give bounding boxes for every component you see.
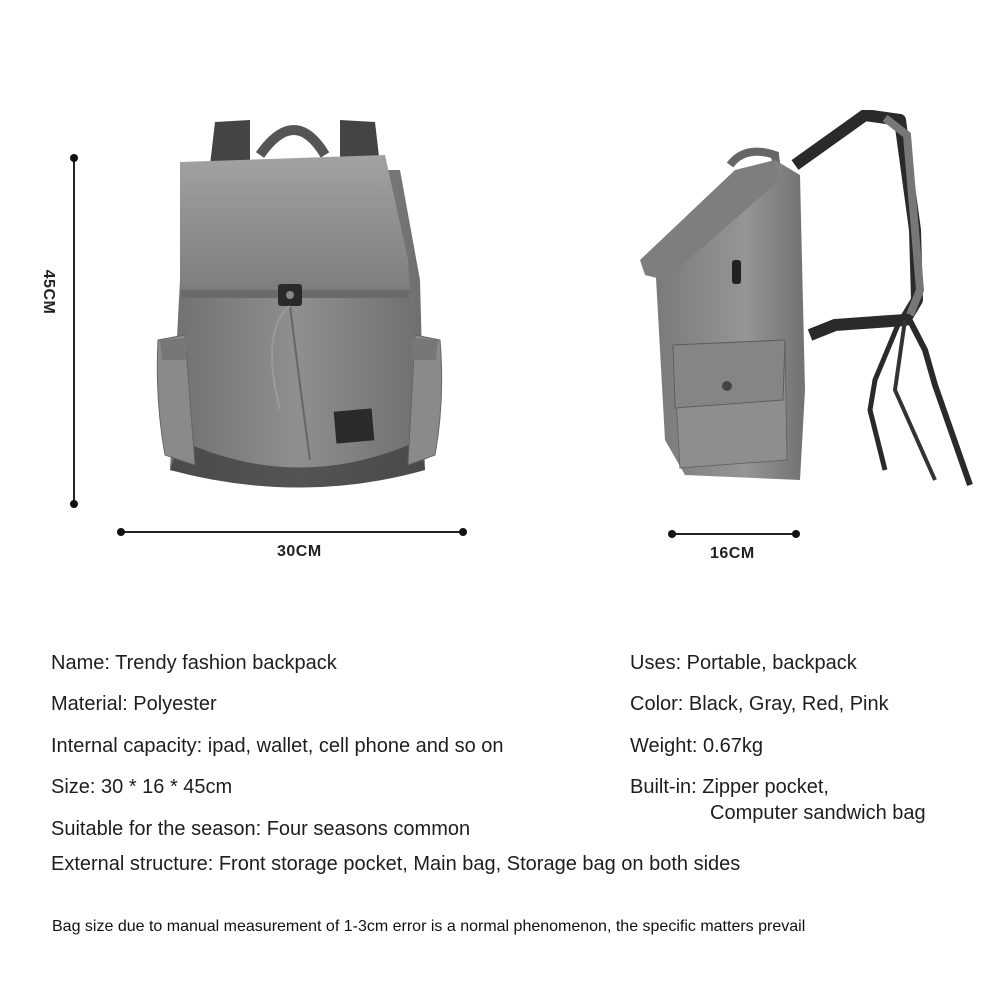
height-label: 45CM: [40, 269, 57, 315]
backpack-side-image: [635, 110, 980, 500]
measurement-note: Bag size due to manual measurement of 1-3cm error is a normal phenomenon, the specific matters prevail: [52, 918, 806, 935]
spec-size: Size: 30 * 16 * 45cm: [51, 776, 233, 798]
depth-label: 16CM: [710, 545, 755, 562]
spec-builtin-line2: Computer sandwich bag: [710, 802, 926, 824]
width-label: 30CM: [277, 543, 322, 560]
width-dimension-line: [115, 526, 469, 538]
spec-color: Color: Black, Gray, Red, Pink: [630, 693, 889, 715]
depth-dimension-line: [666, 528, 802, 540]
spec-capacity: Internal capacity: ipad, wallet, cell phone and so on: [51, 735, 504, 757]
backpack-front-image: [140, 110, 460, 510]
spec-weight: Weight: 0.67kg: [630, 735, 764, 757]
spec-builtin-line1: Built-in: Zipper pocket,: [630, 776, 829, 798]
height-dimension-line: [68, 152, 80, 512]
spec-uses: Uses: Portable, backpack: [630, 652, 857, 674]
spec-name: Name: Trendy fashion backpack: [51, 652, 337, 674]
spec-season: Suitable for the season: Four seasons common: [51, 818, 471, 840]
spec-structure: External structure: Front storage pocket, Main bag, Storage bag on both sides: [51, 853, 741, 875]
spec-material: Material: Polyester: [51, 693, 217, 715]
